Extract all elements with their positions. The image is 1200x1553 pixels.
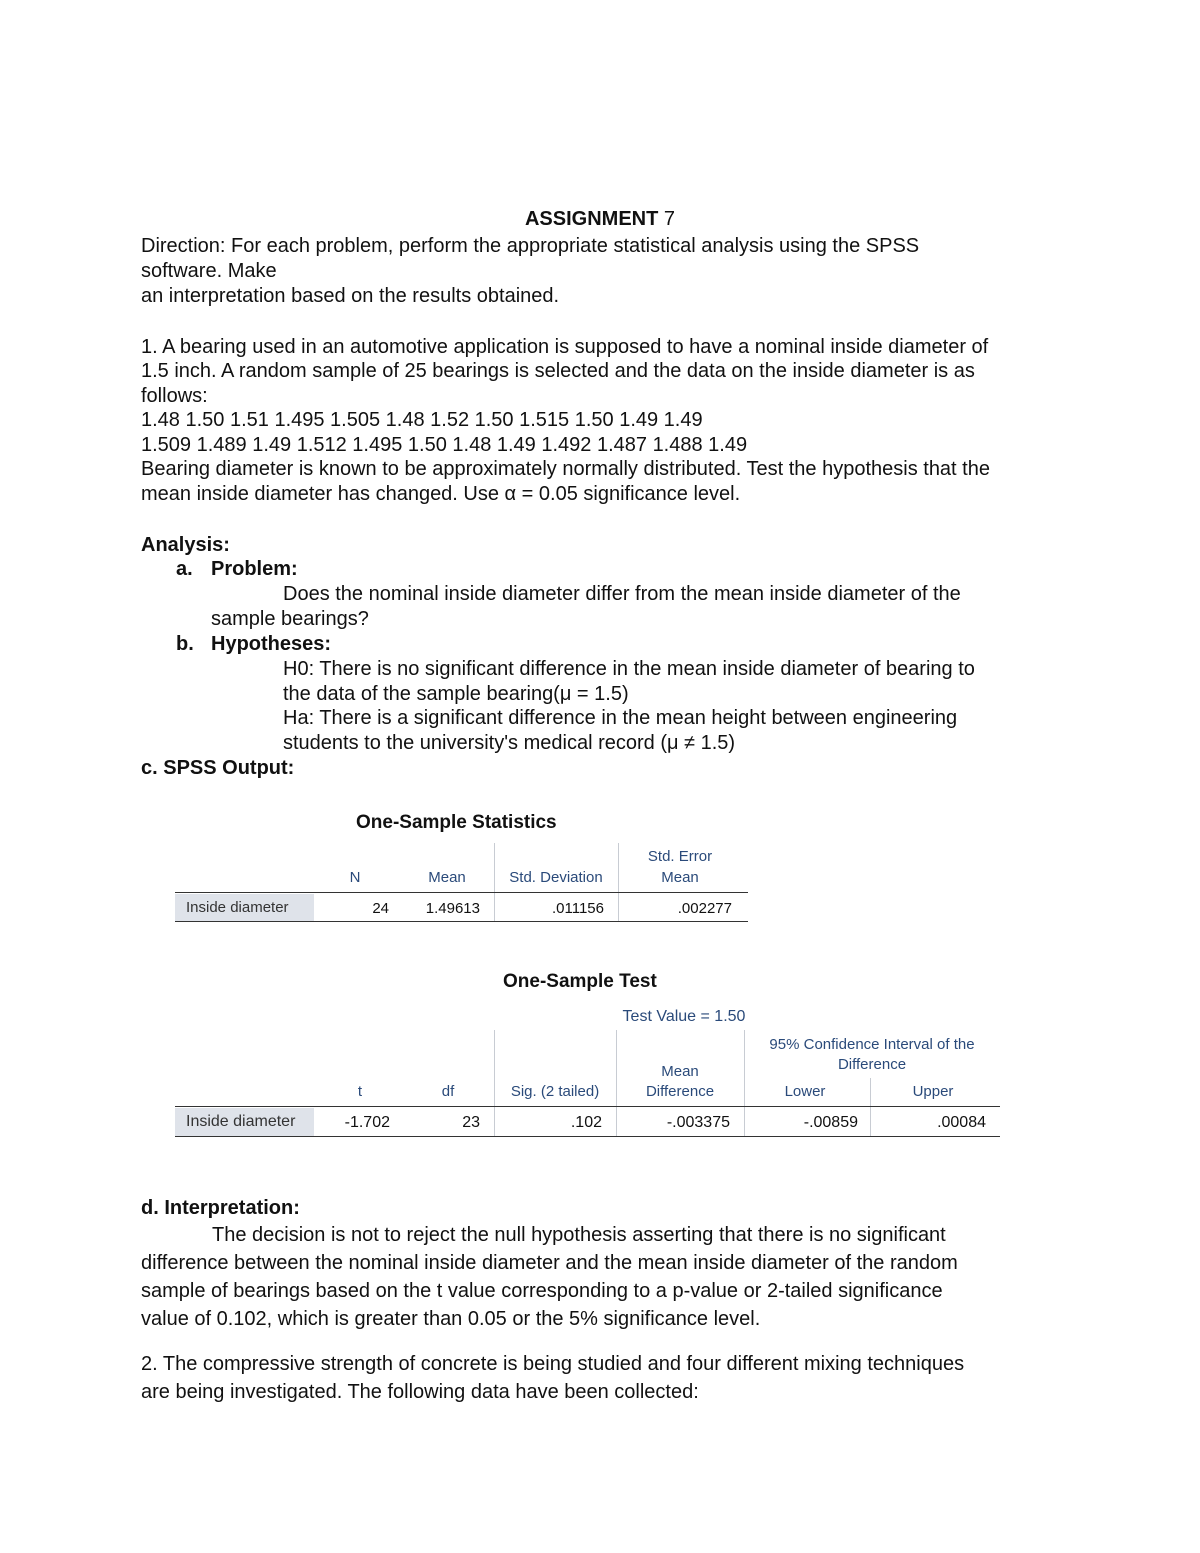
- column-header-std-error: Mean: [661, 869, 699, 886]
- column-header-n: N: [349, 869, 361, 886]
- alt-hypothesis-line: Ha: There is a significant difference in the mean height between engineering: [283, 707, 958, 729]
- cell-std-deviation: .011156: [552, 900, 604, 917]
- row-label: Inside diameter: [175, 894, 314, 921]
- list-marker-a: a.: [176, 558, 193, 580]
- cell-t: -1.702: [344, 1114, 390, 1131]
- direction-line: Direction: For each problem, perform the appropriate statistical analysis using the SPSS: [141, 235, 920, 257]
- column-header-df: df: [441, 1083, 455, 1100]
- interpretation-line: sample of bearings based on the t value corresponding to a p-value or 2-tailed significance: [141, 1280, 943, 1302]
- spss-output-heading: c. SPSS Output:: [141, 757, 295, 779]
- problem-question-line: sample bearings?: [211, 608, 369, 630]
- cell-lower: -.00859: [803, 1114, 858, 1131]
- problem1-line: follows:: [141, 385, 208, 407]
- problem1-data-line: 1.48 1.50 1.51 1.495 1.505 1.48 1.52 1.50 1.515 1.50 1.49 1.49: [141, 409, 703, 431]
- column-header-lower: Lower: [784, 1083, 826, 1100]
- interpretation-line: value of 0.102, which is greater than 0.05 or the 5% significance level.: [141, 1308, 761, 1330]
- problem-subheading: Problem:: [211, 558, 298, 580]
- column-header-sig: Sig. (2 tailed): [510, 1083, 600, 1100]
- analysis-heading: Analysis:: [141, 534, 230, 556]
- cell-df: 23: [462, 1114, 480, 1131]
- problem1-line: mean inside diameter has changed. Use α = 0.05 significance level.: [141, 483, 741, 505]
- column-header-std-error: Std. Error: [647, 848, 713, 865]
- column-header-mean-difference: Difference: [645, 1083, 715, 1100]
- cell-upper: .00084: [937, 1114, 986, 1131]
- ci-header: 95% Confidence Interval of the: [769, 1036, 975, 1053]
- problem1-line: 1. A bearing used in an automotive application is supposed to have a nominal inside diameter of: [141, 336, 989, 358]
- null-hypothesis-line: the data of the sample bearing(μ = 1.5): [283, 683, 629, 705]
- direction-line: an interpretation based on the results obtained.: [141, 285, 560, 307]
- column-header-upper: Upper: [912, 1083, 954, 1100]
- problem1-line: Bearing diameter is known to be approximately normally distributed. Test the hypothesis that the: [141, 458, 990, 480]
- problem2-line: 2. The compressive strength of concrete is being studied and four different mixing techniques: [141, 1353, 965, 1375]
- problem-question-line: Does the nominal inside diameter differ from the mean inside diameter of the: [283, 583, 961, 605]
- column-header-std-deviation: Std. Deviation: [509, 869, 603, 886]
- direction-line: software. Make: [141, 260, 277, 282]
- test-value-label: Test Value = 1.50: [622, 1008, 746, 1025]
- interpretation-line: difference between the nominal inside diameter and the mean inside diameter of the random: [141, 1252, 958, 1274]
- interpretation-line: The decision is not to reject the null hypothesis asserting that there is no significant: [212, 1224, 946, 1246]
- table-title: One-Sample Test: [503, 971, 657, 992]
- cell-sig: .102: [570, 1114, 602, 1131]
- null-hypothesis-line: H0: There is no significant difference in the mean inside diameter of bearing to: [283, 658, 975, 680]
- row-label: Inside diameter: [175, 1108, 314, 1136]
- hypotheses-subheading: Hypotheses:: [211, 633, 332, 655]
- column-header-mean-difference: Mean: [661, 1063, 699, 1080]
- ci-header: Difference: [837, 1056, 907, 1073]
- column-header-mean: Mean: [428, 869, 466, 886]
- cell-mean: 1.49613: [425, 900, 480, 917]
- column-header-t: t: [357, 1083, 363, 1100]
- interpretation-heading: d. Interpretation:: [141, 1197, 300, 1219]
- assignment-title: ASSIGNMENT 7: [524, 208, 676, 230]
- problem1-line: 1.5 inch. A random sample of 25 bearings is selected and the data on the inside diameter is as: [141, 360, 975, 382]
- cell-mean-difference: -.003375: [666, 1114, 730, 1131]
- table-title: One-Sample Statistics: [356, 812, 557, 833]
- list-marker-b: b.: [176, 633, 194, 655]
- problem1-data-line: 1.509 1.489 1.49 1.512 1.495 1.50 1.48 1.49 1.492 1.487 1.488 1.49: [141, 434, 748, 456]
- cell-std-error-mean: .002277: [677, 900, 732, 917]
- cell-n: 24: [372, 900, 389, 917]
- problem2-line: are being investigated. The following data have been collected:: [141, 1381, 699, 1403]
- alt-hypothesis-line: students to the university's medical record (μ ≠ 1.5): [283, 732, 736, 754]
